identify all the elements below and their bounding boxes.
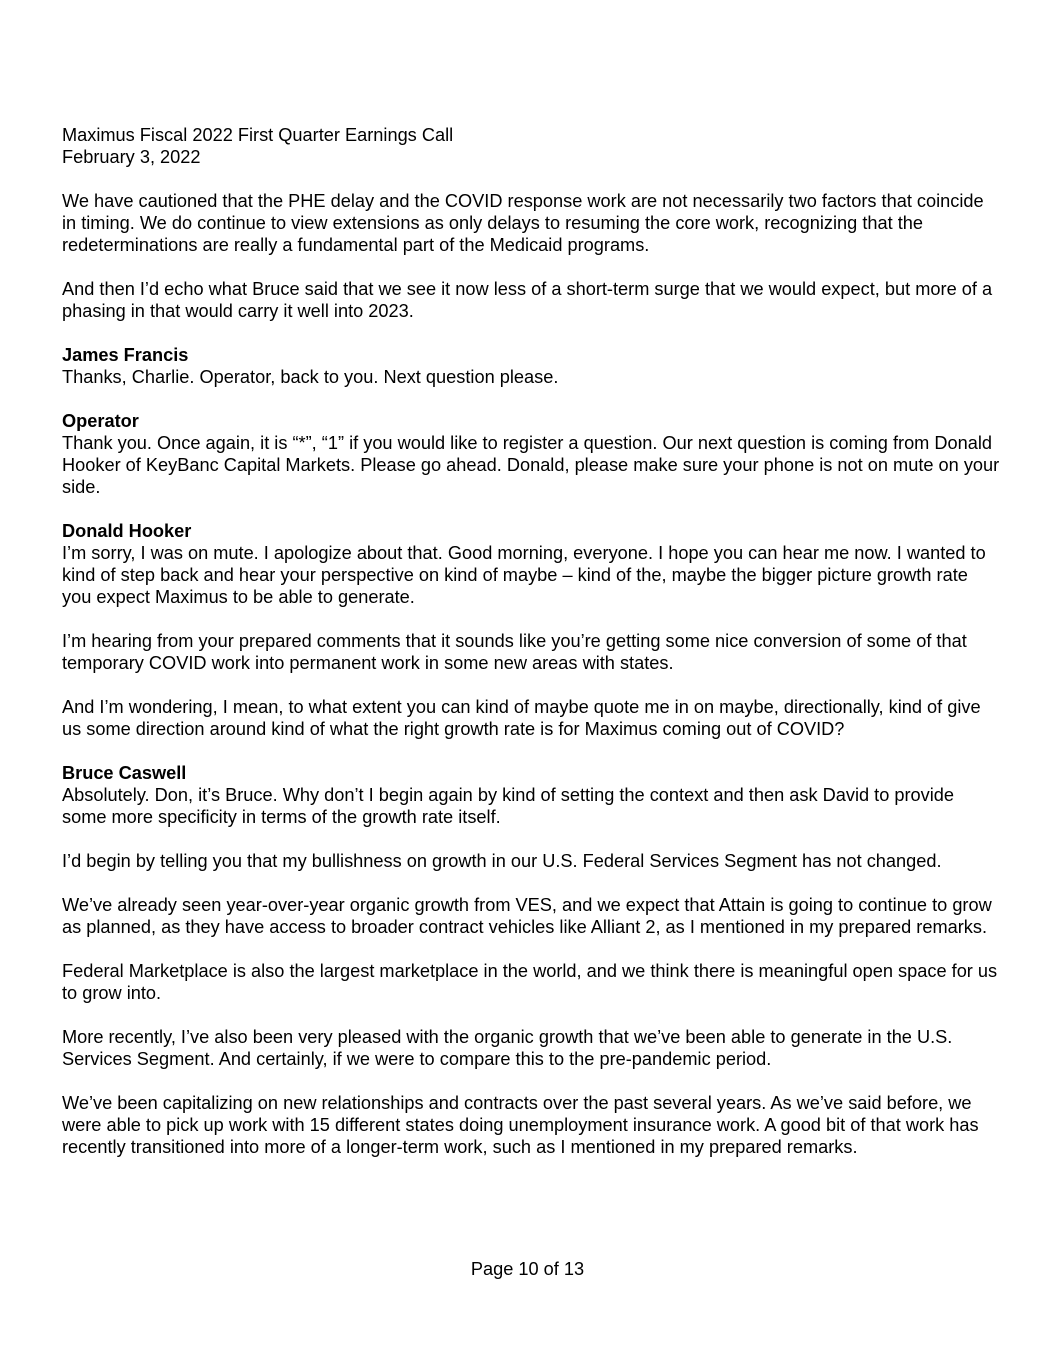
speaker-name: James Francis xyxy=(62,345,189,365)
document-date: February 3, 2022 xyxy=(62,147,201,167)
document-title: Maximus Fiscal 2022 First Quarter Earnings Call xyxy=(62,125,454,145)
paragraph: I’d begin by telling you that my bullishness on growth in our U.S. Federal Services Segment has not changed. xyxy=(62,851,942,871)
paragraph: And then I’d echo what Bruce said that we see it now less of a short-term surge that we would expect, but more of a phasing in that would carry it well into 2023. xyxy=(62,279,993,321)
speaker-block xyxy=(62,520,1002,740)
paragraph: We have cautioned that the PHE delay and the COVID response work are not necessarily two factors that coincide in timing. We do continue to view extensions as only delays to resuming the core work, recognizing that the redeterminations are really a fundamental part of the Medicaid programs. xyxy=(62,191,984,255)
paragraph: And I’m wondering, I mean, to what extent you can kind of maybe quote me in on maybe, directionally, kind of give us some direction around kind of what the right growth rate is for Maximus coming out of COVID? xyxy=(62,697,981,739)
paragraph: Thanks, Charlie. Operator, back to you. Next question please. xyxy=(62,367,559,387)
page-number: Page 10 of 13 xyxy=(470,1259,585,1279)
paragraph: Absolutely. Don, it’s Bruce. Why don’t I begin again by kind of setting the context and then ask David to provide some more specificity in terms of the growth rate itself. xyxy=(62,785,955,827)
paragraph: More recently, I’ve also been very pleased with the organic growth that we’ve been able to generate in the U.S. Services Segment. And certainly, if we were to compare this to the pre-pandemic period. xyxy=(62,1027,953,1069)
paragraph: I’m hearing from your prepared comments that it sounds like you’re getting some nice conversion of some of that temporary COVID work into permanent work in some new areas with states. xyxy=(62,631,967,673)
paragraph: Federal Marketplace is also the largest marketplace in the world, and we think there is meaningful open space for us to grow into. xyxy=(62,961,998,1003)
paragraph: Thank you. Once again, it is “*”, “1” if you would like to register a question. Our next question is coming from Donald Hooker of KeyBanc Capital Markets. Please go ahead. Donald, please make sure your phone is not on mute on your side. xyxy=(62,433,1000,497)
paragraph: We’ve been capitalizing on new relationships and contracts over the past several years. As we’ve said before, we were able to pick up work with 15 different states doing unemployment insurance work. A good bit of that work has recently transitioned into more of a longer-term work, such as I mentioned in my prepared remarks. xyxy=(62,1093,979,1157)
paragraph: I’m sorry, I was on mute. I apologize about that. Good morning, everyone. I hope you can hear me now. I wanted to kind of step back and hear your perspective on kind of maybe – kind of the, maybe the bigger picture growth rate you expect Maximus to be able to generate. xyxy=(62,543,986,607)
speaker-name: Bruce Caswell xyxy=(62,763,187,783)
speaker-name: Donald Hooker xyxy=(62,521,192,541)
speaker-block xyxy=(62,762,1002,1158)
transcript-page xyxy=(62,124,1002,1158)
paragraph: We’ve already seen year-over-year organic growth from VES, and we expect that Attain is going to continue to grow as planned, as they have access to broader contract vehicles like Alliant 2, as I mentioned in my prepared remarks. xyxy=(62,895,992,937)
document-header xyxy=(62,124,1002,168)
speaker-block xyxy=(62,410,1002,498)
speaker-block xyxy=(62,344,1002,388)
speaker-name: Operator xyxy=(62,411,139,431)
